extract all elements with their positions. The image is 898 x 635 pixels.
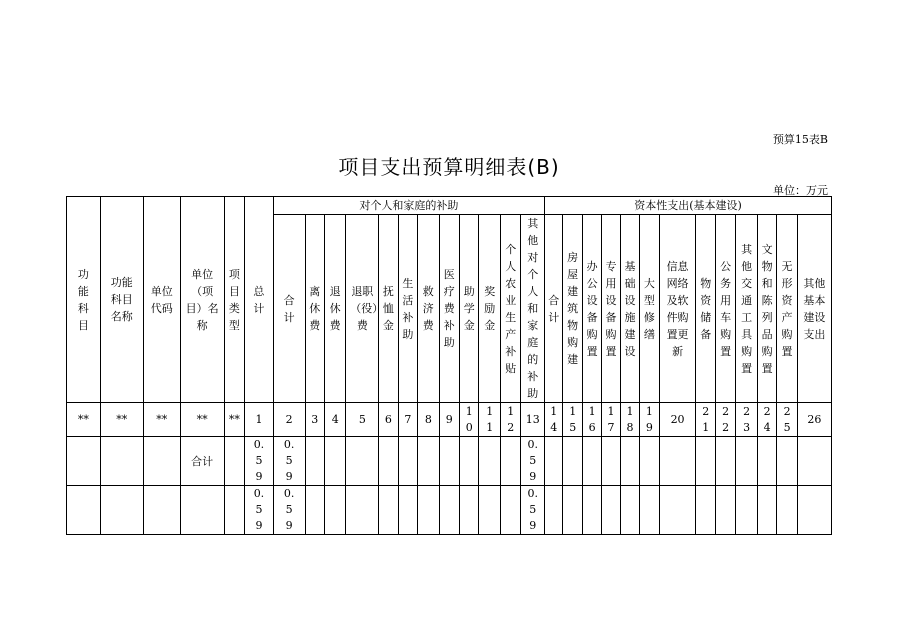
header-capital-col: 合计 (545, 215, 563, 403)
code-cell: 17 (602, 403, 620, 437)
code-cell: 5 (346, 403, 379, 437)
code-cell: 11 (479, 403, 501, 437)
code-cell: 21 (696, 403, 715, 437)
row-total: 0.59 (245, 437, 274, 486)
row-other-personal: 0.59 (521, 437, 545, 486)
code-cell: 14 (545, 403, 563, 437)
header-group-capital: 资本性支出(基本建设) (545, 197, 832, 215)
header-capital-col: 大型修缮 (640, 215, 659, 403)
row-label (180, 486, 224, 535)
code-cell: 10 (460, 403, 479, 437)
header-capital-col: 文物和陈列品购置 (757, 215, 776, 403)
row-total: 0.59 (245, 486, 274, 535)
header-group-personal: 对个人和家庭的补助 (273, 197, 544, 215)
code-cell: 24 (757, 403, 776, 437)
code-cell: ** (67, 403, 101, 437)
code-cell: 7 (398, 403, 417, 437)
header-personal-col: 合计 (273, 215, 305, 403)
header-personal-col: 助学金 (460, 215, 479, 403)
header-func-subject-name: 功能科目名称 (100, 197, 143, 403)
code-cell: 3 (305, 403, 324, 437)
header-capital-col: 公务用车购置 (715, 215, 735, 403)
table-row (67, 486, 832, 535)
code-cell: ** (224, 403, 244, 437)
code-cell: 15 (563, 403, 582, 437)
row-label: 合计 (180, 437, 224, 486)
header-personal-col: 抚恤金 (379, 215, 398, 403)
header-personal-col: 奖励金 (479, 215, 501, 403)
code-cell: 20 (659, 403, 696, 437)
code-cell: 26 (797, 403, 831, 437)
form-number: 预算15表B (772, 133, 828, 146)
code-cell: 13 (521, 403, 545, 437)
header-capital-col: 房屋建筑物购建 (563, 215, 582, 403)
code-cell: 8 (418, 403, 440, 437)
code-cell: 16 (582, 403, 601, 437)
page-title: 项目支出预算明细表(B) (338, 155, 560, 179)
header-personal-col: 退休费 (324, 215, 346, 403)
header-capital-col: 物资储备 (696, 215, 715, 403)
header-capital-col: 其他交通工具购置 (736, 215, 758, 403)
unit-label: 单位：万元 (773, 184, 828, 197)
row-personal-total: 0.59 (273, 486, 305, 535)
header-row-1 (67, 197, 832, 215)
budget-table (66, 196, 832, 535)
code-cell: 12 (500, 403, 520, 437)
code-cell: 19 (640, 403, 659, 437)
header-capital-col: 无形资产购置 (777, 215, 797, 403)
header-unit-project-name: 单位（项目）名称 (180, 197, 224, 403)
row-personal-total: 0.59 (273, 437, 305, 486)
header-personal-col: 退职（役）费 (346, 215, 379, 403)
code-cell: 9 (439, 403, 459, 437)
header-capital-col: 信息网络及软件购置更新 (659, 215, 696, 403)
header-personal-col: 其他对个人和家庭的补助 (521, 215, 545, 403)
header-project-type: 项目类型 (224, 197, 244, 403)
header-capital-col: 专用设备购置 (602, 215, 620, 403)
code-cell: ** (180, 403, 224, 437)
code-cell: 1 (245, 403, 274, 437)
header-personal-col: 生活补助 (398, 215, 417, 403)
header-func-subject: 功能科目 (67, 197, 101, 403)
header-capital-col: 其他基本建设支出 (797, 215, 831, 403)
code-cell: 25 (777, 403, 797, 437)
code-cell: 2 (273, 403, 305, 437)
header-capital-col: 基础设施建设 (620, 215, 639, 403)
code-cell: 18 (620, 403, 639, 437)
code-cell: ** (100, 403, 143, 437)
header-personal-col: 离休费 (305, 215, 324, 403)
code-cell: ** (143, 403, 180, 437)
code-cell: 23 (736, 403, 758, 437)
code-cell: 4 (324, 403, 346, 437)
table-row (67, 437, 832, 486)
header-capital-col: 办公设备购置 (582, 215, 601, 403)
header-personal-col: 医疗费补助 (439, 215, 459, 403)
code-cell: 6 (379, 403, 398, 437)
header-personal-col: 救济费 (418, 215, 440, 403)
header-unit-code: 单位代码 (143, 197, 180, 403)
header-personal-col: 个人农业生产补贴 (500, 215, 520, 403)
code-row (67, 403, 832, 437)
row-other-personal: 0.59 (521, 486, 545, 535)
code-cell: 22 (715, 403, 735, 437)
header-total: 总计 (245, 197, 274, 403)
